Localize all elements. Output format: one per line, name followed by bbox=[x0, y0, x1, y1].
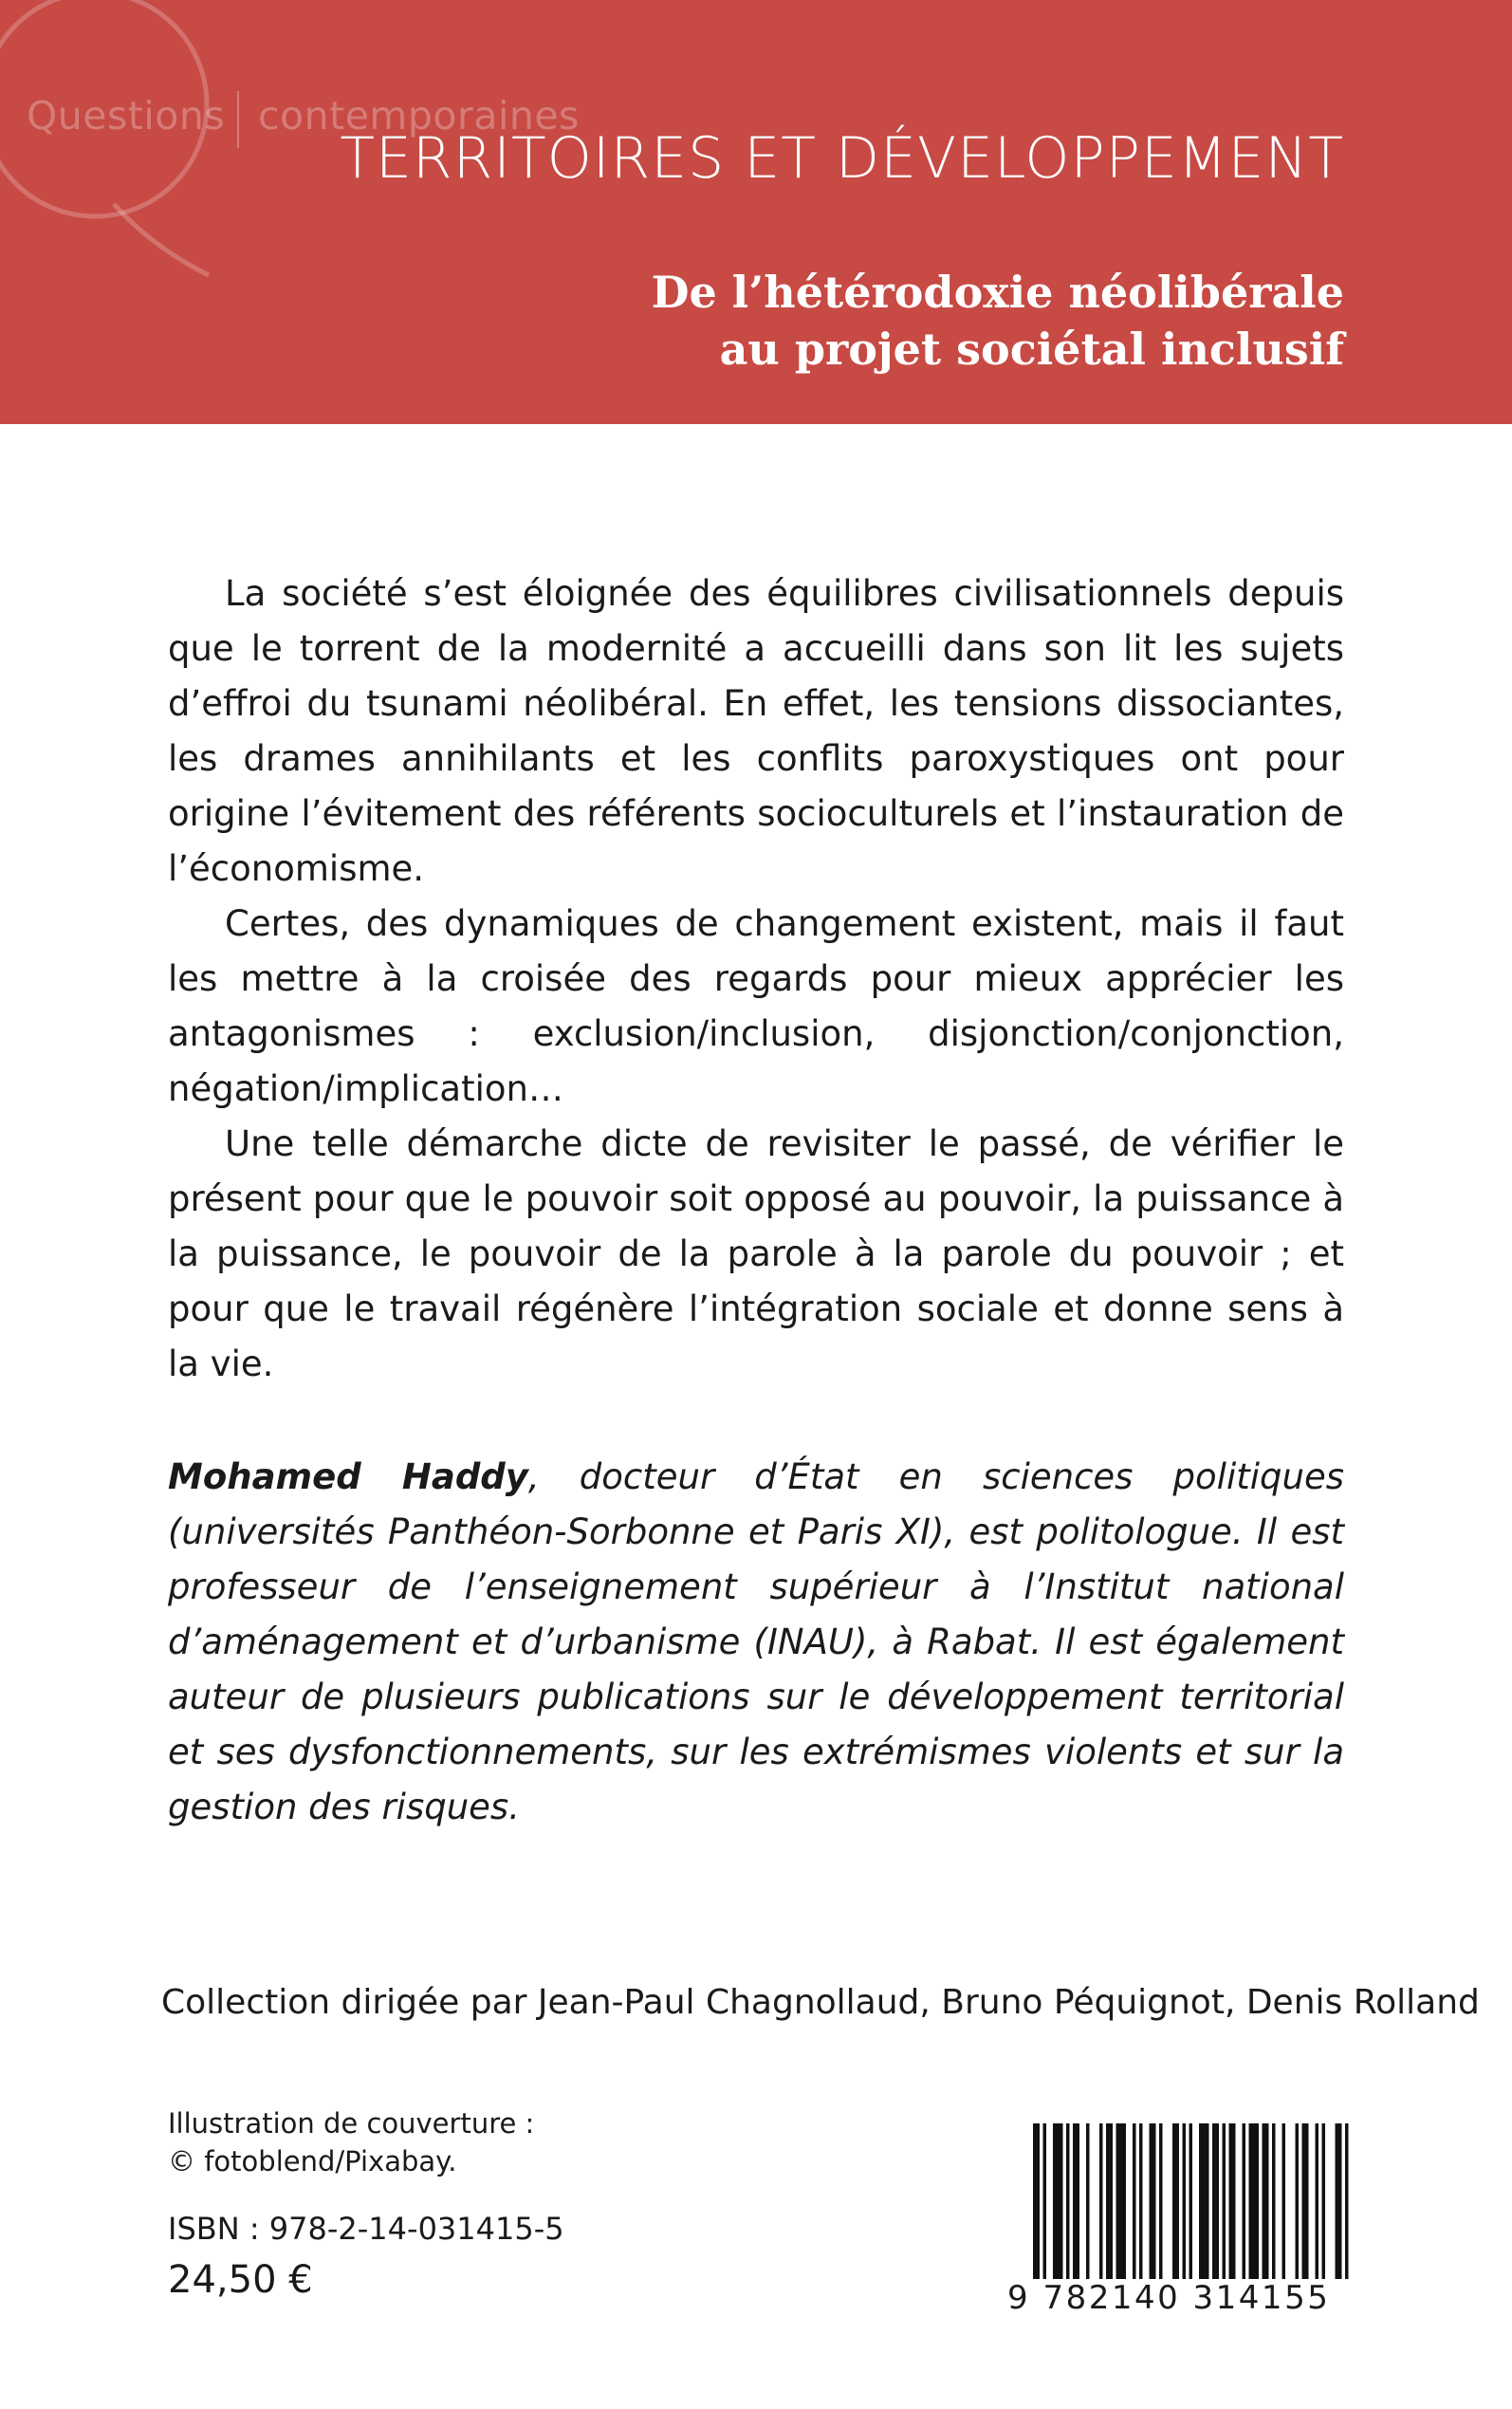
author-bio-text: , docteur d’État en sciences politiques (universités Panthéon-Sorbonne et Paris XI), est politologue. Il est professeur de l’enseignement supérieur à l’Institut national d’aménagement et d’urbanisme (INAU), à Rabat. Il est également auteur de plusieurs publications sur le développement territorial et ses dysfonctionnements, sur les extrémismes violents et sur la gestion des risques. bbox=[168, 1456, 1344, 1827]
barcode-bar bbox=[1263, 2123, 1269, 2285]
barcode-bar bbox=[1073, 2123, 1079, 2285]
barcode-bar bbox=[1316, 2123, 1319, 2285]
barcode-number: 9 782140 314155 bbox=[1005, 2279, 1358, 2317]
barcode-bar bbox=[1066, 2123, 1070, 2285]
series-name-word1: Questions bbox=[27, 93, 226, 139]
barcode-bar bbox=[1159, 2123, 1163, 2285]
barcode-bar bbox=[1243, 2123, 1246, 2285]
barcode-bar bbox=[1199, 2123, 1209, 2285]
illustration-credit-line-2: © fotoblend/Pixabay. bbox=[168, 2145, 457, 2177]
barcode-bar bbox=[1296, 2123, 1300, 2285]
barcode-bar bbox=[1223, 2123, 1226, 2285]
subtitle-line-2: au projet sociétal inclusif bbox=[719, 324, 1344, 375]
barcode-bar bbox=[1116, 2123, 1127, 2285]
illustration-credit bbox=[168, 2104, 534, 2180]
barcode-bar bbox=[1139, 2123, 1143, 2285]
barcode-bar bbox=[1053, 2123, 1063, 2285]
barcode-bar bbox=[1212, 2123, 1219, 2285]
collection-credit: Collection dirigée par Jean-Paul Chagnollaud, Bruno Péquignot, Denis Rolland bbox=[161, 1983, 1480, 2022]
barcode-bar bbox=[1106, 2123, 1113, 2285]
blurb bbox=[168, 566, 1344, 1392]
series-divider bbox=[237, 91, 239, 148]
barcode-bar bbox=[1133, 2123, 1136, 2285]
blurb-paragraph-1: La société s’est éloignée des équilibres civilisationnels depuis que le torrent de la modernité a accueilli dans son lit les sujets d’effroi du tsunami néolibéral. En effet, les tensions dissociantes, les drames annihilants et les conflits paroxystiques ont pour origine l’évitement des référents socioculturels et l’instauration de l’économisme. bbox=[168, 573, 1344, 889]
header-band bbox=[0, 0, 1512, 424]
book-title: TERRITOIRES ET DÉVELOPPEMENT bbox=[340, 125, 1344, 192]
isbn: ISBN : 978-2-14-031415-5 bbox=[168, 2211, 564, 2247]
barcode-bar bbox=[1183, 2123, 1187, 2285]
barcode-bar bbox=[1322, 2123, 1326, 2285]
barcode-bar bbox=[1249, 2123, 1260, 2285]
barcode-bar bbox=[1172, 2123, 1179, 2285]
barcode-bar bbox=[1282, 2123, 1286, 2285]
series-q-logo bbox=[0, 0, 256, 285]
price: 24,50 € bbox=[168, 2258, 313, 2302]
illustration-credit-line-1: Illustration de couverture : bbox=[168, 2107, 535, 2140]
author-name: Mohamed Haddy bbox=[168, 1456, 528, 1497]
subtitle-line-1: De l’hétérodoxie néolibérale bbox=[651, 267, 1344, 318]
blurb-paragraph-2: Certes, des dynamiques de changement existent, mais il faut les mettre à la croisée des regards pour mieux apprécier les antagonismes : exclusion/inclusion, disjonction/conjonction, négation/implication… bbox=[168, 903, 1344, 1109]
barcode-bar bbox=[1302, 2123, 1309, 2285]
barcode-bar bbox=[1189, 2123, 1193, 2285]
book-subtitle bbox=[652, 264, 1344, 378]
barcode-bar bbox=[1099, 2123, 1103, 2285]
barcode-bar bbox=[1229, 2123, 1236, 2285]
blurb-paragraph-3: Une telle démarche dicte de revisiter le passé, de vérifier le présent pour que le pouvoir soit opposé au pouvoir, la puissance à la puissance, le pouvoir de la parole à la parole du pouvoir ; et pour que le travail régénère l’intégration sociale et donne sens à la vie. bbox=[168, 1123, 1344, 1384]
barcode-bar bbox=[1086, 2123, 1090, 2285]
author-bio bbox=[168, 1450, 1344, 1835]
series-name-word2: contemporaines bbox=[258, 93, 580, 139]
barcode-bar bbox=[1150, 2123, 1156, 2285]
